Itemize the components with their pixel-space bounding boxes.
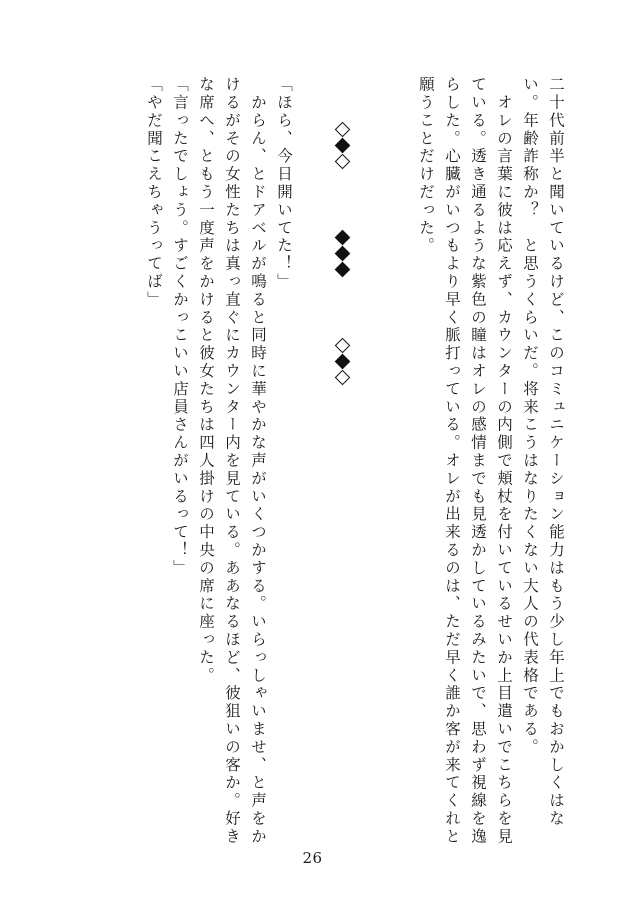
diamond-solid-icon [335,138,351,154]
text-column: からん、とドアベルが鳴ると同時に華やかな声がいくつかする。いらっしゃいませ、と声をか [249,76,267,846]
text-column: オレの言葉に彼は応えず、カウンターの内側で頬杖を付いているせいか上目遣いでこちらを見 [495,76,513,846]
scene-break [330,112,356,402]
text-column: 二十代前半と聞いているけど、このコミュニケーション能力はもう少し年上でもおかしくはな [547,76,565,828]
diamond-solid-icon [335,354,351,370]
text-column: な席へ、ともう一度声をかけると彼女たちは四人掛けの中央の席に座った。 [197,76,215,685]
text-column: 「やだ聞こえちゃうってば」 [145,76,163,309]
diamond-hollow-icon [335,370,351,386]
text-column: い。年齢詐称か？ と思うくらいだ。将来こうはなりたくない大人の代表格である。 [521,76,539,757]
diamond-hollow-icon [335,338,351,354]
diamond-solid-icon [335,230,351,246]
text-column: ている。透き通るような紫色の瞳はオレの感情までも見透かしているみたいで、思わず視線を逸 [469,76,487,846]
diamond-hollow-icon [335,122,351,138]
body-text-bottom [141,76,297,846]
text-column: けるがその女性たちは真っ直ぐにカウンター内を見ている。ああなるほど、彼狙いの客か。好き [223,76,241,846]
page-number: 26 [302,849,323,867]
text-column: 「言ったでしょう。すごくかっこいい店員さんがいるって！」 [171,76,189,578]
body-text-top [413,76,569,846]
diamond-solid-icon [335,262,351,278]
text-column: らした。心臓がいつもより早く脈打っている。オレが出来るのは、ただ早く誰か客が来てくれと [443,76,461,846]
text-column: 「ほら、今日開いてた！」 [275,76,293,291]
diamond-hollow-icon [335,154,351,170]
text-column: 願うことだけだった。 [417,76,435,255]
diamond-solid-icon [335,246,351,262]
